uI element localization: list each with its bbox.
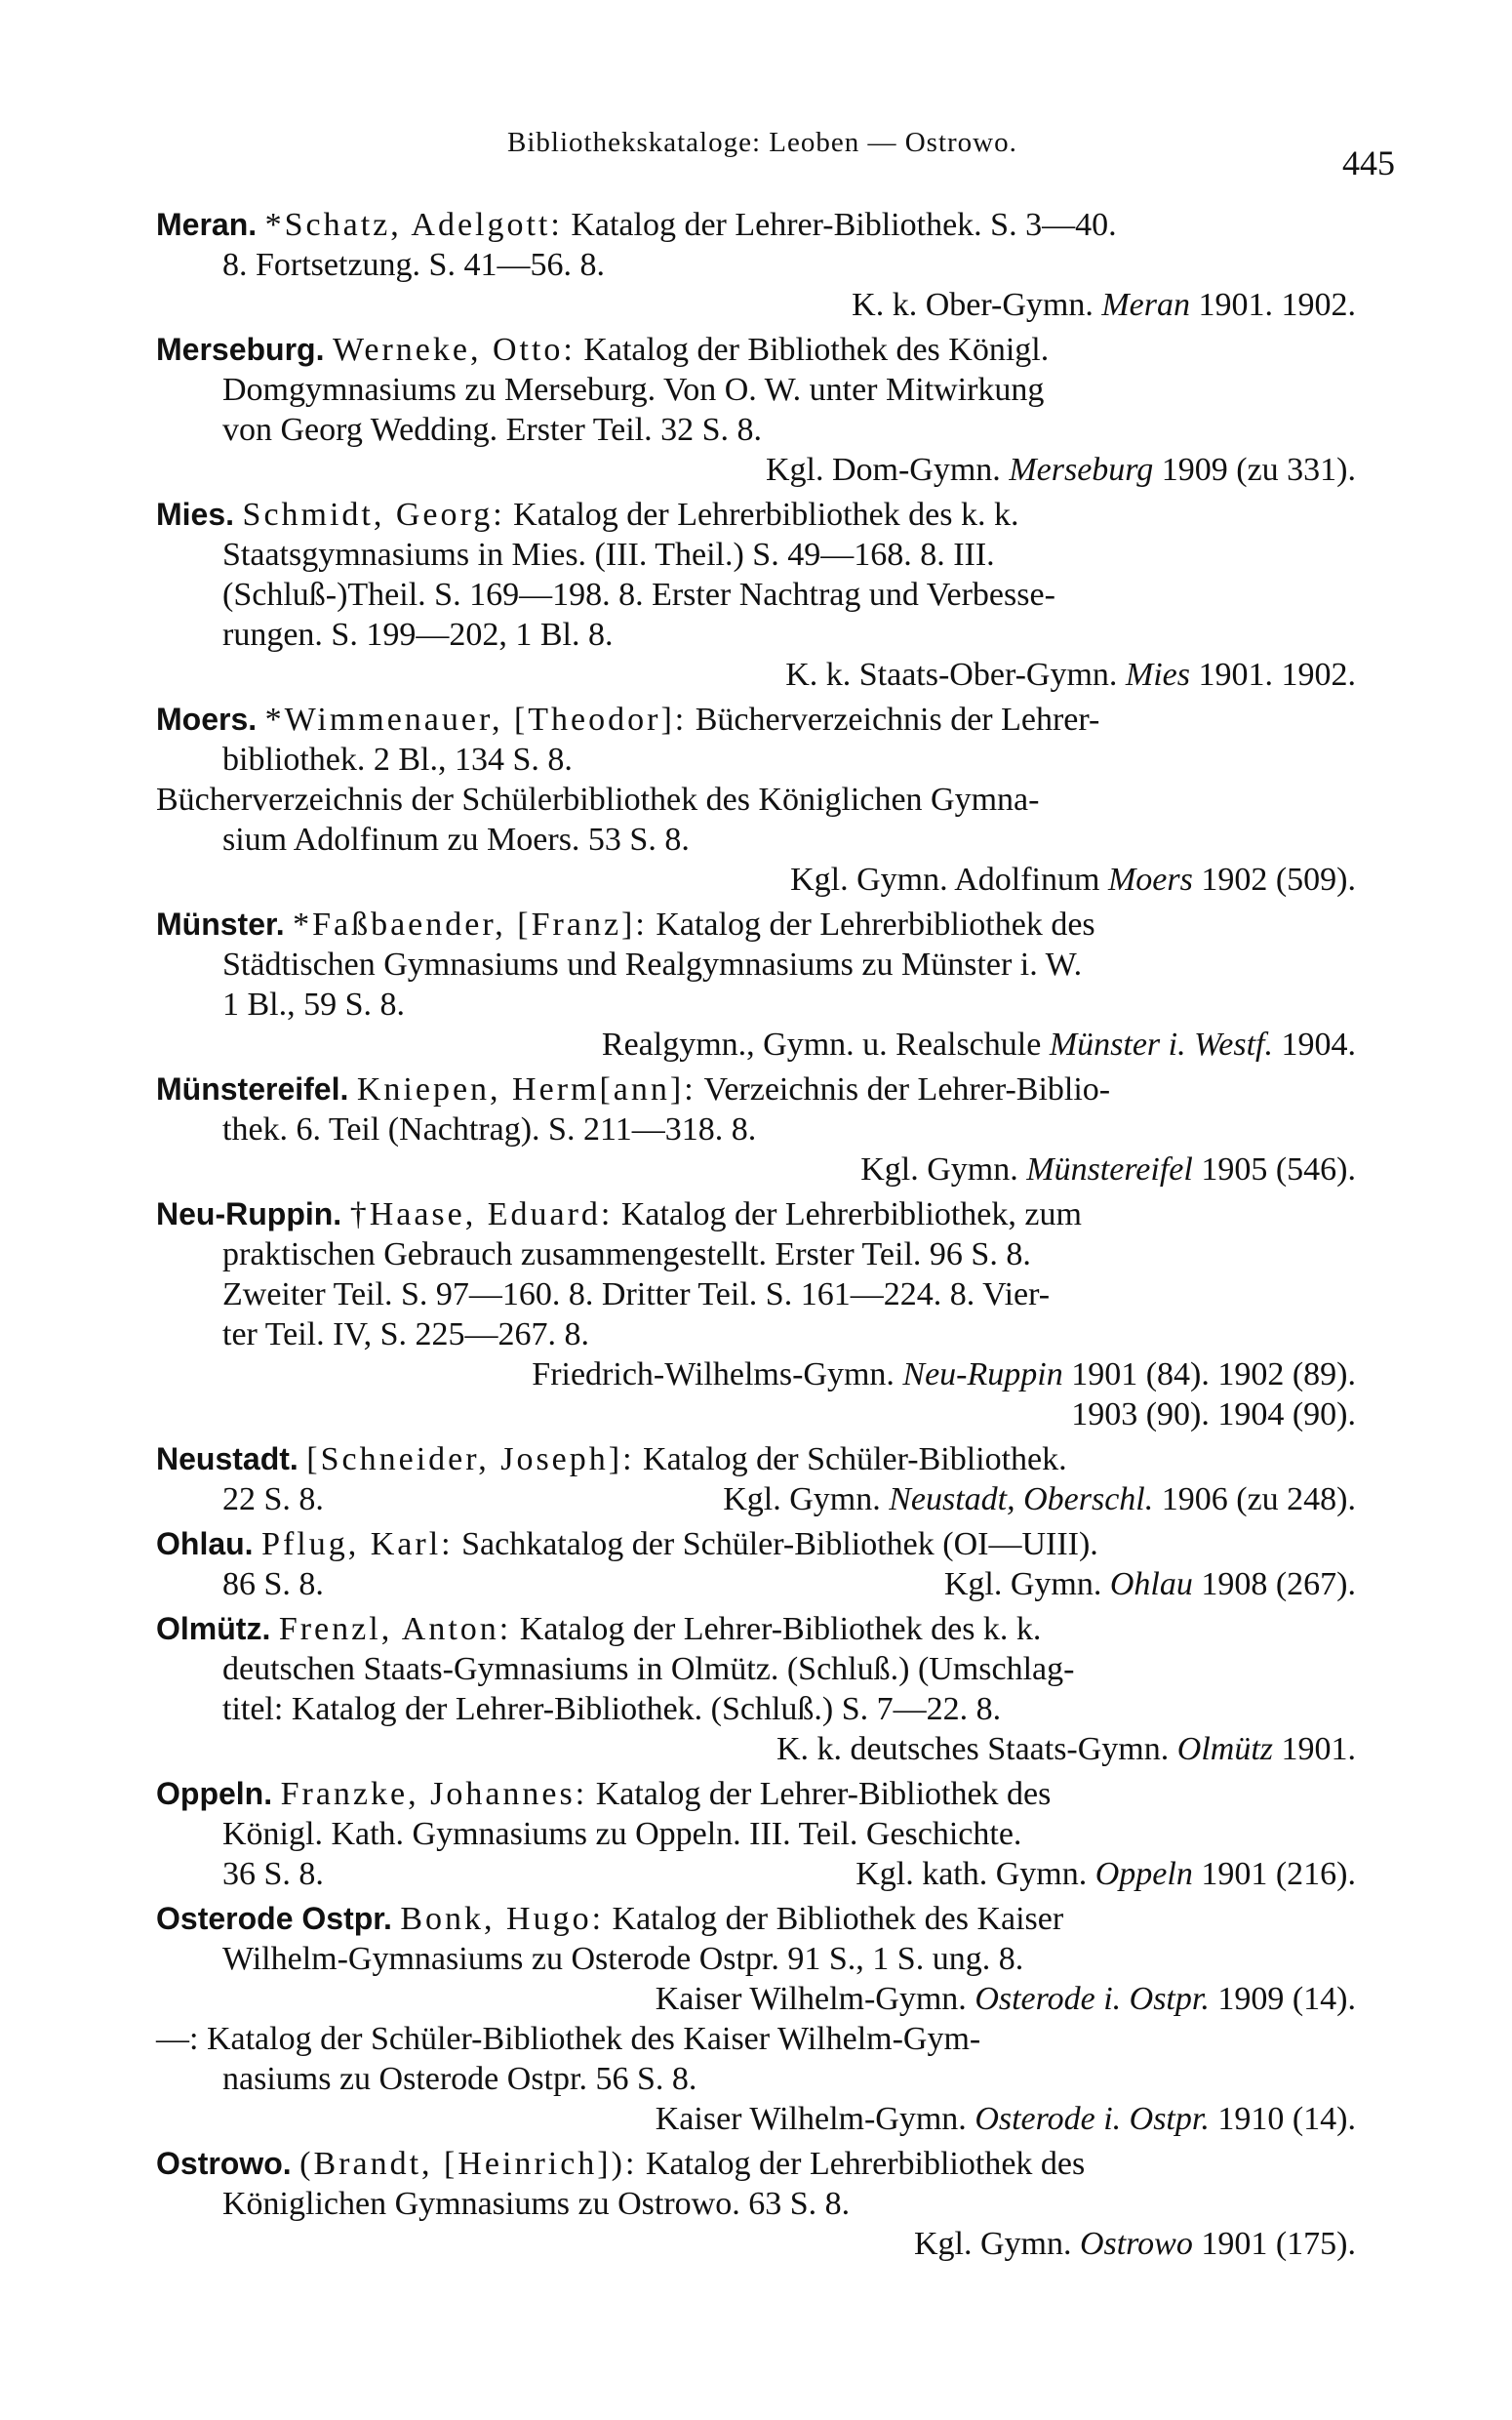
entry-first-line: [156, 1774, 1395, 1814]
catalog-entry: [156, 1194, 1395, 1434]
source-year: 1908 (267).: [1201, 1566, 1356, 1602]
entry-source: [156, 1854, 1395, 1894]
entry-source-text: [852, 287, 1356, 323]
entry-author: *Wimmenauer, [Theodor]:: [264, 702, 688, 738]
entry-author: Frenzl, Anton:: [278, 1611, 512, 1647]
source-place: Neu-Ruppin: [902, 1356, 1063, 1392]
entry-place: Ostrowo.: [156, 2146, 292, 2181]
entry-continuation: 8. Fortsetzung. S. 41—56. 8.: [222, 247, 605, 283]
entry-continuation: Wilhelm-Gymnasiums zu Osterode Ostpr. 91 S., 1 S. ung. 8.: [222, 1941, 1024, 1977]
entry-source-text: [602, 1027, 1356, 1063]
entry-continuation: Königl. Kath. Gymnasiums zu Oppeln. III. Teil. Geschichte.: [222, 1816, 1022, 1852]
entry-continuation: bibliothek. 2 Bl., 134 S. 8.: [222, 742, 573, 778]
source-year: 1905 (546).: [1201, 1151, 1356, 1188]
source-place: Münster i. Westf.: [1049, 1027, 1273, 1063]
entry-place: Münstereifel.: [156, 1071, 349, 1107]
source-year: 1901 (84). 1902 (89).: [1071, 1356, 1356, 1392]
entry-source-text: [790, 862, 1356, 898]
entry-continuation: (Schluß-)Theil. S. 169—198. 8. Erster Nachtrag und Verbesse-: [222, 577, 1055, 613]
entry-source: [156, 860, 1395, 900]
entry-source: [156, 2224, 1395, 2264]
entry-pages: 86 S. 8.: [222, 1566, 324, 1602]
source-place: Münstereifel: [1026, 1151, 1193, 1188]
entry-continuation: praktischen Gebrauch zusammengestellt. Erster Teil. 96 S. 8.: [222, 1236, 1031, 1272]
entry-source: [156, 1479, 1395, 1519]
entry-source: [156, 1354, 1395, 1394]
entry-first-line: [156, 495, 1395, 535]
entry-continuation: Staatsgymnasiums in Mies. (III. Theil.) S. 49—168. 8. III.: [222, 537, 995, 573]
source-school: Kgl. kath. Gymn.: [855, 1856, 1088, 1892]
catalog-entry: [156, 330, 1395, 490]
entry-source-text: [532, 1356, 1356, 1392]
source-year: 1909 (zu 331).: [1161, 452, 1356, 488]
entry-title: Bücherverzeichnis der Lehrer-: [695, 702, 1100, 738]
entry-first-line: [156, 1194, 1395, 1234]
source-school: Kaiser Wilhelm-Gymn.: [655, 1981, 967, 2017]
source-school: K. k. deutsches Staats-Gymn.: [776, 1731, 1170, 1767]
source-year: 1904.: [1281, 1027, 1356, 1063]
entry-source: [156, 450, 1395, 490]
source-place: Ostrowo: [1079, 2226, 1193, 2262]
source-year: 1901.: [1281, 1731, 1356, 1767]
entry-continuation: Städtischen Gymnasiums und Realgymnasiums zu Münster i. W.: [222, 947, 1083, 983]
entry-author: †Haase, Eduard:: [349, 1196, 614, 1232]
entry-source: [156, 285, 1395, 325]
sub-entry-continuation: nasiums zu Osterode Ostpr. 56 S. 8.: [222, 2061, 697, 2097]
entry-source-text: [766, 452, 1356, 488]
entry-place: Merseburg.: [156, 332, 325, 367]
catalog-entry: [156, 1439, 1395, 1519]
source-school: Kgl. Gymn.: [943, 1566, 1102, 1602]
entry-source-text: [656, 1981, 1356, 2017]
entry-first-line: [156, 905, 1395, 945]
source-place: Olmütz: [1176, 1731, 1273, 1767]
catalog-entry: [156, 1609, 1395, 1769]
catalog-entry: [156, 1069, 1395, 1190]
entry-place: Osterode Ostpr.: [156, 1901, 392, 1936]
source-year: 1901. 1902.: [1198, 657, 1356, 693]
entry-title: Katalog der Lehrerbibliothek des k. k.: [513, 497, 1019, 533]
catalog-entry: [156, 1899, 1395, 2139]
source-place: Oppeln: [1094, 1856, 1193, 1892]
catalog-entry: [156, 2144, 1395, 2264]
entry-author: Bonk, Hugo:: [400, 1901, 605, 1937]
entry-author: Werneke, Otto:: [332, 332, 576, 368]
entry-title: Katalog der Lehrer-Bibliothek des k. k.: [519, 1611, 1042, 1647]
source-place: Merseburg: [1009, 452, 1154, 488]
entry-source-text: [785, 657, 1356, 693]
entry-pages: 22 S. 8.: [222, 1481, 324, 1517]
entry-source: [156, 1564, 1395, 1604]
entry-continuation: 1 Bl., 59 S. 8.: [222, 987, 406, 1023]
catalog-entry: [156, 495, 1395, 695]
source-place: Moers: [1107, 862, 1193, 898]
sub-entry-source: [156, 2099, 1395, 2139]
entry-source-text: [776, 1731, 1356, 1767]
page-header: [156, 117, 1395, 205]
source-year: 1901 (175).: [1201, 2226, 1356, 2262]
entry-title: Katalog der Lehrerbibliothek des: [656, 907, 1095, 943]
entry-first-line: [156, 1069, 1395, 1109]
entry-place: Münster.: [156, 907, 285, 942]
catalog-entry: [156, 700, 1395, 900]
entry-title: Verzeichnis der Lehrer-Biblio-: [703, 1071, 1111, 1108]
running-title: Bibliothekskataloge: Leoben — Ostrowo.: [507, 127, 1017, 158]
entry-continuation: Zweiter Teil. S. 97—160. 8. Dritter Teil. S. 161—224. 8. Vier-: [222, 1276, 1051, 1312]
entry-source-text: [860, 1151, 1356, 1188]
entry-title: Katalog der Lehrer-Bibliothek des: [595, 1776, 1052, 1812]
entry-source-text: [855, 1854, 1356, 1894]
entry-place: Neu-Ruppin.: [156, 1196, 342, 1231]
entry-author: Pflug, Karl:: [261, 1526, 454, 1562]
entry-title: Katalog der Bibliothek des Kaiser: [612, 1901, 1064, 1937]
entry-source: [156, 655, 1395, 695]
entry-source-continued: 1903 (90). 1904 (90).: [1071, 1396, 1356, 1432]
entry-title: Katalog der Bibliothek des Königl.: [583, 332, 1050, 368]
entry-place: Neustadt.: [156, 1441, 298, 1476]
entry-continuation: rungen. S. 199—202, 1 Bl. 8.: [222, 617, 614, 653]
entry-author: Schmidt, Georg:: [242, 497, 505, 533]
entry-continuation: Domgymnasiums zu Merseburg. Von O. W. unter Mitwirkung: [222, 372, 1045, 408]
entry-author: Franzke, Johannes:: [280, 1776, 588, 1812]
entry-continuation: titel: Katalog der Lehrer-Bibliothek. (Schluß.) S. 7—22. 8.: [222, 1691, 1002, 1727]
sub-entry-continuation: sium Adolfinum zu Moers. 53 S. 8.: [222, 822, 690, 858]
source-school: K. k. Ober-Gymn.: [852, 287, 1094, 323]
catalog-entry: [156, 205, 1395, 325]
source-place: Neustadt, Oberschl.: [889, 1481, 1154, 1517]
entry-title: Katalog der Lehrer-Bibliothek. S. 3—40.: [571, 207, 1117, 243]
source-school: Realgymn., Gymn. u. Realschule: [601, 1027, 1042, 1063]
entry-source-text: [723, 1479, 1356, 1519]
entry-first-line: [156, 1609, 1395, 1649]
document-page: [156, 117, 1395, 2269]
entry-first-line: [156, 205, 1395, 245]
source-school: Kgl. Gymn. Adolfinum: [790, 862, 1100, 898]
source-place: Ohlau: [1109, 1566, 1193, 1602]
catalog-entry: [156, 1774, 1395, 1894]
entry-author: *Schatz, Adelgott:: [264, 207, 563, 243]
source-year: 1909 (14).: [1217, 1981, 1356, 2017]
entry-place: Moers.: [156, 702, 258, 737]
entry-pages: 36 S. 8.: [222, 1856, 324, 1892]
entry-source: [156, 1150, 1395, 1190]
entry-continuation: von Georg Wedding. Erster Teil. 32 S. 8.: [222, 412, 762, 448]
entry-place: Mies.: [156, 497, 235, 532]
source-school: K. k. Staats-Ober-Gymn.: [785, 657, 1118, 693]
entry-continuation: deutschen Staats-Gymnasiums in Olmütz. (Schluß.) (Umschlag-: [222, 1651, 1075, 1687]
source-school: Kaiser Wilhelm-Gymn.: [655, 2101, 967, 2137]
entry-first-line: [156, 700, 1395, 740]
entry-source: [156, 1979, 1395, 2019]
entry-first-line: [156, 2144, 1395, 2184]
entry-source-text: [944, 1564, 1356, 1604]
source-year: 1901 (216).: [1201, 1856, 1356, 1892]
entry-title: Katalog der Schüler-Bibliothek.: [643, 1441, 1067, 1477]
entry-author: *Faßbaender, [Franz]:: [293, 907, 648, 943]
catalog-entry: [156, 1524, 1395, 1604]
source-school: Kgl. Gymn.: [913, 2226, 1072, 2262]
entry-continuation: ter Teil. IV, S. 225—267. 8.: [222, 1316, 590, 1352]
catalog-entries: [156, 205, 1395, 2264]
source-school: Kgl. Dom-Gymn.: [765, 452, 1001, 488]
source-place: Osterode i. Ostpr.: [975, 1981, 1210, 2017]
catalog-entry: [156, 905, 1395, 1065]
sub-entry-first-line: Bücherverzeichnis der Schülerbibliothek des Königlichen Gymna-: [156, 782, 1040, 818]
entry-place: Oppeln.: [156, 1776, 273, 1811]
source-school: Kgl. Gymn.: [860, 1151, 1018, 1188]
entry-source: [156, 1729, 1395, 1769]
entry-first-line: [156, 330, 1395, 370]
source-school: Kgl. Gymn.: [723, 1481, 881, 1517]
entry-source: [156, 1025, 1395, 1065]
entry-continuation: Königlichen Gymnasiums zu Ostrowo. 63 S. 8.: [222, 2186, 851, 2222]
source-year: 1901. 1902.: [1198, 287, 1356, 323]
source-place: Mies: [1125, 657, 1190, 693]
page-number: 445: [1342, 143, 1395, 182]
sub-entry-first-line: —: Katalog der Schüler-Bibliothek des Kaiser Wilhelm-Gym-: [156, 2021, 981, 2057]
entry-author: [Schneider, Joseph]:: [306, 1441, 635, 1477]
source-place: Osterode i. Ostpr.: [975, 2101, 1210, 2137]
entry-author: (Brandt, [Heinrich]):: [299, 2146, 638, 2182]
entry-title: Katalog der Lehrerbibliothek, zum: [620, 1196, 1082, 1232]
entry-first-line: [156, 1524, 1395, 1564]
entry-place: Olmütz.: [156, 1611, 271, 1646]
entry-title: Katalog der Lehrerbibliothek des: [645, 2146, 1086, 2182]
entry-title: Sachkatalog der Schüler-Bibliothek (OI—UIII).: [461, 1526, 1098, 1562]
source-school: Friedrich-Wilhelms-Gymn.: [532, 1356, 895, 1392]
source-place: Meran: [1101, 287, 1190, 323]
entry-continuation: thek. 6. Teil (Nachtrag). S. 211—318. 8.: [222, 1111, 757, 1148]
source-year: 1906 (zu 248).: [1161, 1481, 1356, 1517]
entry-first-line: [156, 1439, 1395, 1479]
entry-first-line: [156, 1899, 1395, 1939]
entry-place: Meran.: [156, 207, 258, 242]
entry-place: Ohlau.: [156, 1526, 254, 1561]
source-year: 1902 (509).: [1201, 862, 1356, 898]
entry-author: Kniepen, Herm[ann]:: [356, 1071, 696, 1108]
source-year: 1910 (14).: [1217, 2101, 1356, 2137]
entry-source-text: [914, 2226, 1356, 2262]
